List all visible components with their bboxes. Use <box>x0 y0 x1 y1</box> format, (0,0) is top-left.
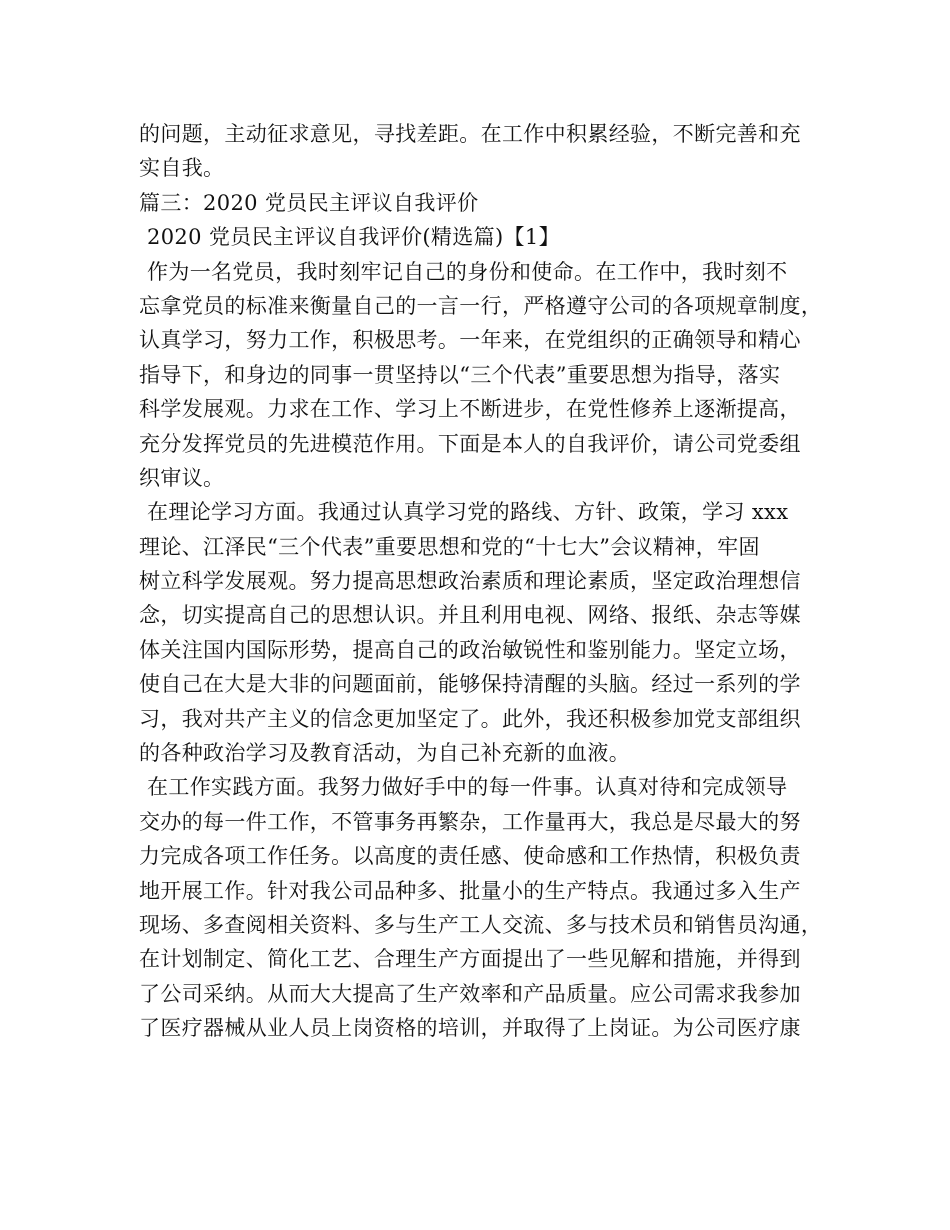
text-line: 念，切实提高自己的思想认识。并且利用电视、网络、报纸、杂志等媒 <box>139 603 801 628</box>
section-heading: 篇三：2020 党员民主评议自我评价 <box>139 190 479 215</box>
text-line: 交办的每一件工作，不管事务再繁杂，工作量再大，我总是尽最大的努 <box>139 809 801 834</box>
text-line: 认真学习，努力工作，积极思考。一年来，在党组织的正确领导和精心 <box>139 328 801 353</box>
text-line: 在工作实践方面。我努力做好手中的每一件事。认真对待和完成领导 <box>147 775 788 800</box>
text-line: 科学发展观。力求在工作、学习上不断进步，在党性修养上逐渐提高， <box>139 397 801 422</box>
text-line: 实自我。 <box>139 156 225 181</box>
document-body <box>139 117 829 1046</box>
text-line: 理论、江泽民“三个代表”重要思想和党的“十七大”会议精神，牢固 <box>139 534 760 559</box>
text-line: 了公司采纳。从而大大提高了生产效率和产品质量。应公司需求我参加 <box>139 981 801 1006</box>
text-line: 了医疗器械从业人员上岗资格的培训，并取得了上岗证。为公司医疗康 <box>139 1016 801 1041</box>
text-line: 树立科学发展观。努力提高思想政治素质和理论素质，坚定政治理想信 <box>139 569 801 594</box>
text-line: 的各种政治学习及教育活动，为自己补充新的血液。 <box>139 741 631 766</box>
text-line: 现场、多查阅相关资料、多与生产工人交流、多与技术员和销售员沟通， <box>139 912 823 937</box>
text-line: 使自己在大是大非的问题面前，能够保持清醒的头脑。经过一系列的学 <box>139 672 801 697</box>
text-line: 的问题，主动征求意见，寻找差距。在工作中积累经验，不断完善和充 <box>139 122 801 146</box>
text-line: 指导下，和身边的同事一贯坚持以“三个代表”重要思想为指导，落实 <box>139 362 781 387</box>
text-line: 在理论学习方面。我通过认真学习党的路线、方针、政策，学习 xxx <box>147 500 789 525</box>
text-line: 体关注国内国际形势，提高自己的政治敏锐性和鉴别能力。坚定立场， <box>139 637 801 662</box>
text-line: 在计划制定、简化工艺、合理生产方面提出了一些见解和措施，并得到 <box>139 947 801 972</box>
text-line: 充分发挥党员的先进模范作用。下面是本人的自我评价，请公司党委组 <box>139 431 801 456</box>
subsection-heading: 2020 党员民主评议自我评价(精选篇)【1】 <box>147 225 560 250</box>
text-line: 织审议。 <box>139 465 225 490</box>
text-line: 作为一名党员，我时刻牢记自己的身份和使命。在工作中，我时刻不 <box>147 259 788 284</box>
text-line: 力完成各项工作任务。以高度的责任感、使命感和工作热情，积极负责 <box>139 844 801 869</box>
text-line: 地开展工作。针对我公司品种多、批量小的生产特点。我通过多入生产 <box>139 878 801 903</box>
text-line: 忘拿党员的标准来衡量自己的一言一行，严格遵守公司的各项规章制度， <box>139 293 823 318</box>
text-line: 习，我对共产主义的信念更加坚定了。此外，我还积极参加党支部组织 <box>139 706 801 731</box>
